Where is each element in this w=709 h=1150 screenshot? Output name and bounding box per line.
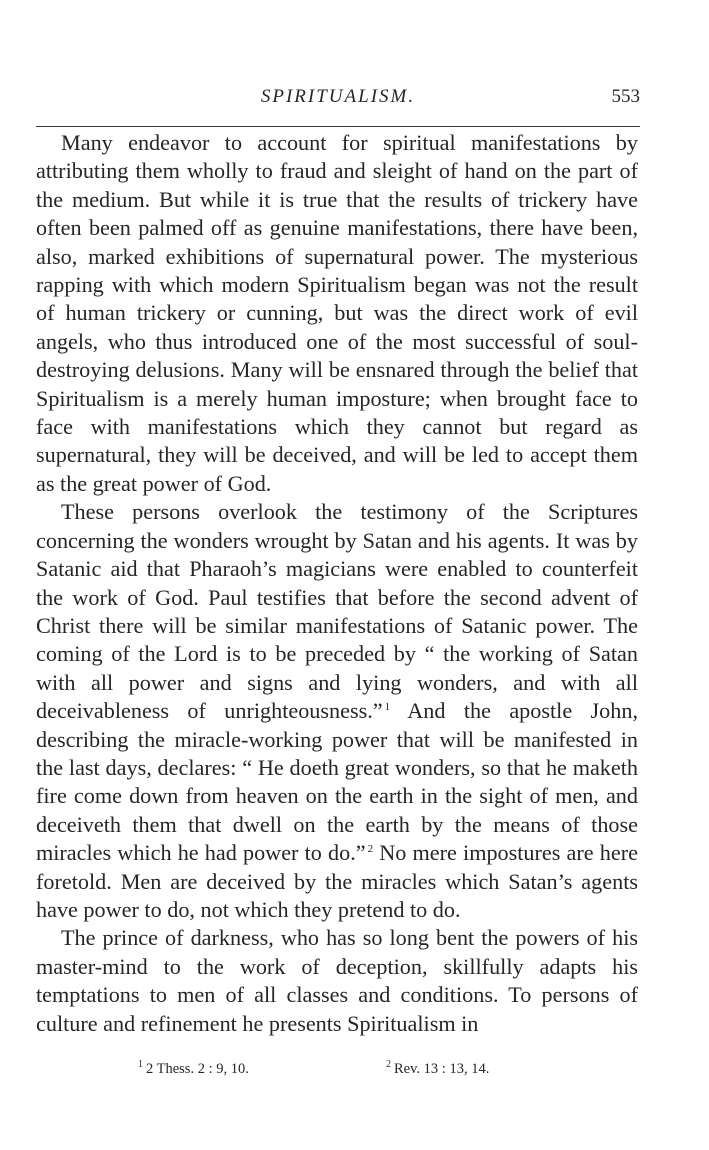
footnote (386, 1061, 489, 1078)
footnote-mark: 2 (386, 1059, 391, 1070)
footnote-text: Rev. 13 : 13, 14. (394, 1061, 490, 1077)
footnotes (36, 1061, 638, 1083)
paragraph-text: Many endeavor to account for spiritual manifestations by attributing them wholly to fraud and sleight of hand on the part of the medium. But while it is true that the results of trickery have often been palmed off as genuine manifestations, there have been, also, marked exhibitions of supernatural power. The mysterious rapping with which modern Spiritualism began was not the result of human trickery or cunning, but was the direct work of evil angels, who thus introduced one of the most successful of soul-destroying delusions. Many will be ensnared through the belief that Spiritualism is a merely human imposture; when brought face to face with manifestations which they cannot but regard as supernatural, they will be deceived, and will be led to accept them as the great power of God. (36, 130, 638, 496)
running-title: SPIRITUALISM. (260, 86, 416, 107)
paragraph (36, 924, 638, 1038)
page-header (36, 86, 640, 116)
footnote-mark: 1 (138, 1059, 143, 1070)
paragraph (36, 129, 638, 498)
footnote-reference: 1 (384, 701, 391, 714)
footnote-text: 2 Thess. 2 : 9, 10. (146, 1061, 249, 1077)
paragraph-text: And the apostle John, describing the miracle-working power that will be manifested in the last days, declares: “ He doeth great wonders, so that he maketh fire come down from heaven on the earth in the sight of men, and deceiveth them that dwell on the earth by the means of those miracles which he had power to do.” (36, 698, 638, 866)
body-text (36, 129, 638, 1038)
footnote-reference: 2 (367, 843, 374, 856)
paragraph-text: No mere impostures are here foretold. Men are deceived by the miracles which Satan’s agents have power to do, not which they pretend to do. (36, 840, 638, 922)
paragraph-text: These persons overlook the testimony of the Scriptures concerning the wonders wrought by Satan and his agents. It was by Satanic aid that Pharaoh’s magicians were enabled to counterfeit the work of God. Paul testifies that before the second advent of Christ there will be similar manifestations of Satanic power. The coming of the Lord is to be preceded by “ the working of Satan with all power and signs and lying wonders, and with all deceivableness of unrighteousness.” (36, 499, 638, 724)
page-number: 553 (611, 86, 640, 107)
footnote (138, 1061, 249, 1078)
header-rule (36, 126, 640, 127)
paragraph-text: The prince of darkness, who has so long bent the powers of his master-mind to the work of deception, skillfully adapts his temptations to men of all classes and conditions. To persons of culture and refinement he presents Spiritualism in (36, 925, 638, 1036)
paragraph (36, 498, 638, 924)
